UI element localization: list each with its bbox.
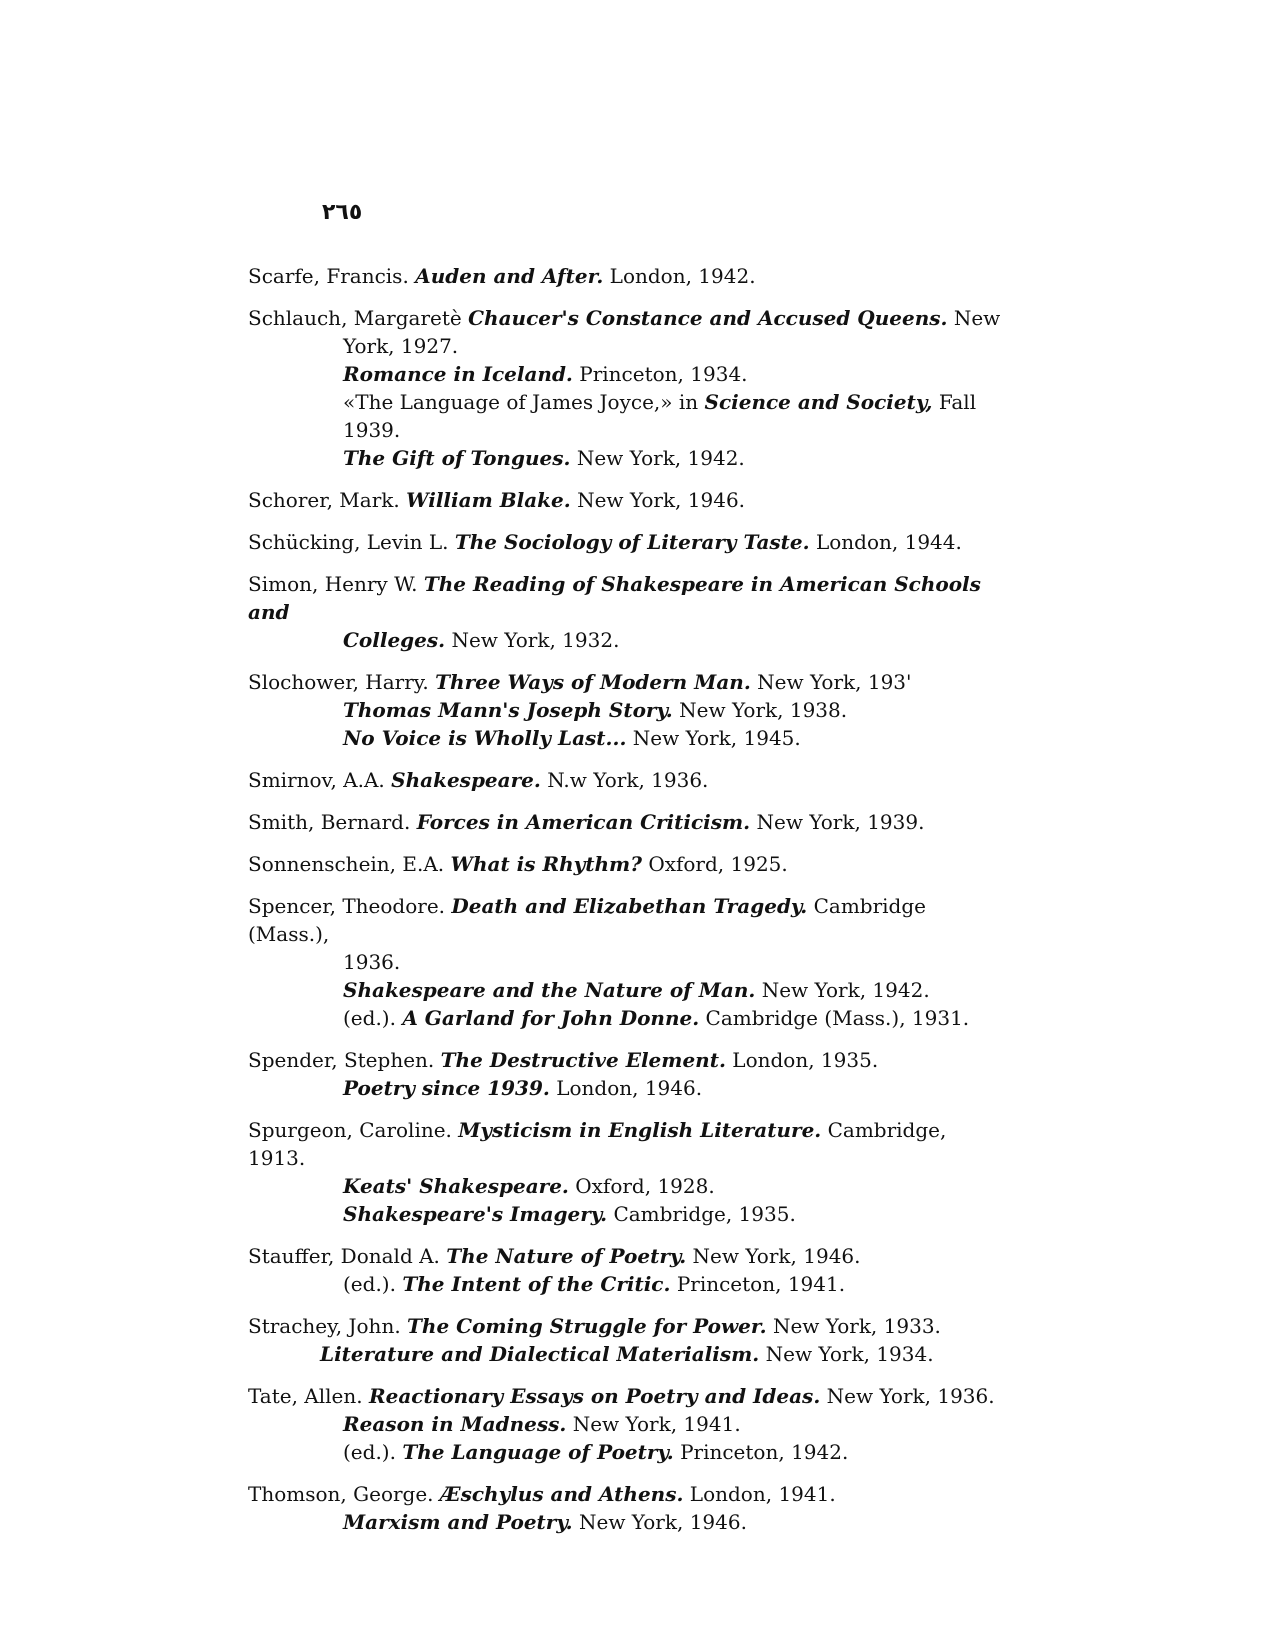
entry-line bbox=[248, 1200, 1008, 1228]
bibliography-entry bbox=[248, 808, 1008, 836]
entry-title: The Language of Poetry. bbox=[402, 1440, 674, 1464]
bibliography-list bbox=[248, 262, 1008, 1550]
entry-title: Æschylus and Athens. bbox=[439, 1482, 684, 1506]
entry-line bbox=[248, 1074, 1008, 1102]
entry-author: Schlauch, Margaretè bbox=[248, 306, 462, 330]
entry-title: Shakespeare. bbox=[391, 768, 541, 792]
entry-publication: Cambridge (Mass.), 1931. bbox=[705, 1006, 970, 1030]
entry-title: Chaucer's Constance and Accused Queens. bbox=[468, 306, 948, 330]
entry-author: Scarfe, Francis. bbox=[248, 264, 409, 288]
bibliography-entry bbox=[248, 892, 1008, 1032]
entry-author: Sonnenschein, E.A. bbox=[248, 852, 445, 876]
entry-publication: New York, 1942. bbox=[761, 978, 930, 1002]
entry-prefix: (ed.). bbox=[343, 1440, 396, 1464]
entry-title: Forces in American Criticism. bbox=[416, 810, 751, 834]
entry-line-continued bbox=[248, 332, 1008, 360]
entry-title: The Sociology of Literary Taste. bbox=[454, 530, 810, 554]
entry-publication: Oxford, 1928. bbox=[575, 1174, 715, 1198]
entry-publication-continued: New York, 1932. bbox=[451, 628, 620, 652]
entry-title: A Garland for John Donne. bbox=[402, 1006, 700, 1030]
entry-publication: London, 1944. bbox=[815, 530, 962, 554]
entry-author: Strachey, John. bbox=[248, 1314, 401, 1338]
entry-publication: Princeton, 1942. bbox=[680, 1440, 849, 1464]
entry-publication: New York, 1934. bbox=[765, 1342, 934, 1366]
entry-line bbox=[248, 1382, 1008, 1410]
entry-title: Mysticism in English Literature. bbox=[458, 1118, 822, 1142]
entry-line bbox=[248, 444, 1008, 472]
entry-line bbox=[248, 360, 1008, 388]
entry-line bbox=[248, 1242, 1008, 1270]
entry-publication: London, 1942. bbox=[609, 264, 756, 288]
entry-author: Spencer, Theodore. bbox=[248, 894, 446, 918]
entry-title: The Intent of the Critic. bbox=[402, 1272, 671, 1296]
entry-title: Thomas Mann's Joseph Story. bbox=[343, 698, 673, 722]
entry-author: Stauffer, Donald A. bbox=[248, 1244, 440, 1268]
entry-publication: New York, 1933. bbox=[772, 1314, 941, 1338]
entry-line bbox=[248, 808, 1008, 836]
entry-author: Schücking, Levin L. bbox=[248, 530, 449, 554]
entry-publication: New York, 1939. bbox=[756, 810, 925, 834]
bibliography-entry bbox=[248, 486, 1008, 514]
entry-author: Slochower, Harry. bbox=[248, 670, 429, 694]
entry-publication: New York, 1946. bbox=[692, 1244, 861, 1268]
entry-line bbox=[248, 668, 1008, 696]
entry-line bbox=[248, 1340, 1008, 1368]
entry-title: Romance in Iceland. bbox=[343, 362, 573, 386]
entry-title: Science and Society, bbox=[704, 390, 933, 414]
bibliography-entry bbox=[248, 570, 1008, 654]
entry-publication: New York, 1936. bbox=[826, 1384, 995, 1408]
entry-publication: Cambridge, 1935. bbox=[613, 1202, 796, 1226]
entry-author: Spurgeon, Caroline. bbox=[248, 1118, 452, 1142]
entry-title: Auden and After. bbox=[415, 264, 604, 288]
entry-publication: Princeton, 1941. bbox=[676, 1272, 846, 1296]
entry-publication: New York, 1941. bbox=[572, 1412, 741, 1436]
entry-line bbox=[248, 486, 1008, 514]
entry-publication: Fall bbox=[938, 390, 977, 414]
entry-prefix: (ed.). bbox=[343, 1006, 396, 1030]
entry-author: Schorer, Mark. bbox=[248, 488, 400, 512]
bibliography-entry bbox=[248, 304, 1008, 472]
entry-author: Smirnov, A.A. bbox=[248, 768, 385, 792]
page-number: ٢٦٥ bbox=[322, 200, 363, 225]
entry-publication: Cambridge, 1913. bbox=[248, 1118, 947, 1170]
entry-title: The Gift of Tongues. bbox=[343, 446, 571, 470]
entry-line bbox=[248, 1116, 1008, 1172]
bibliography-entry bbox=[248, 1242, 1008, 1298]
entry-line bbox=[248, 388, 1008, 416]
entry-title: Shakespeare's Imagery. bbox=[343, 1202, 608, 1226]
entry-publication-continued: 1939. bbox=[343, 418, 401, 442]
entry-line bbox=[248, 1438, 1008, 1466]
entry-line bbox=[248, 1312, 1008, 1340]
bibliography-entry bbox=[248, 850, 1008, 878]
entry-publication-continued: 1936. bbox=[343, 950, 401, 974]
entry-title: Reason in Madness. bbox=[343, 1412, 567, 1436]
entry-publication: Oxford, 1925. bbox=[648, 852, 788, 876]
bibliography-entry bbox=[248, 1046, 1008, 1102]
entry-line-continued bbox=[248, 948, 1008, 976]
bibliography-entry bbox=[248, 528, 1008, 556]
entry-title: The Destructive Element. bbox=[440, 1048, 726, 1072]
entry-publication: New York, 1946. bbox=[577, 488, 746, 512]
entry-title-continued: Colleges. bbox=[343, 628, 446, 652]
entry-publication: Princeton, 1934. bbox=[579, 362, 748, 386]
entry-line bbox=[248, 766, 1008, 794]
entry-title: Shakespeare and the Nature of Man. bbox=[343, 978, 756, 1002]
entry-publication: New York, 1938. bbox=[679, 698, 848, 722]
entry-author: Thomson, George. bbox=[248, 1482, 434, 1506]
entry-line bbox=[248, 1508, 1008, 1536]
bibliography-entry bbox=[248, 1312, 1008, 1368]
entry-author: Tate, Allen. bbox=[248, 1384, 363, 1408]
bibliography-entry bbox=[248, 668, 1008, 752]
entry-author: Spender, Stephen. bbox=[248, 1048, 435, 1072]
entry-title: No Voice is Wholly Last... bbox=[343, 726, 627, 750]
entry-prefix: (ed.). bbox=[343, 1272, 396, 1296]
entry-line bbox=[248, 892, 1008, 948]
entry-line bbox=[248, 304, 1008, 332]
entry-title: Death and Elizabethan Tragedy. bbox=[451, 894, 808, 918]
entry-title: Three Ways of Modern Man. bbox=[435, 670, 751, 694]
entry-line bbox=[248, 724, 1008, 752]
entry-title: Poetry since 1939. bbox=[343, 1076, 550, 1100]
entry-publication-continued: York, 1927. bbox=[343, 334, 459, 358]
entry-line bbox=[248, 1480, 1008, 1508]
bibliography-entry bbox=[248, 1116, 1008, 1228]
entry-publication: London, 1935. bbox=[732, 1048, 879, 1072]
bibliography-entry bbox=[248, 1382, 1008, 1466]
bibliography-entry bbox=[248, 1480, 1008, 1536]
entry-line bbox=[248, 696, 1008, 724]
entry-publication: London, 1941. bbox=[689, 1482, 836, 1506]
entry-publication: New York, 193' bbox=[757, 670, 912, 694]
entry-publication: New York, 1946. bbox=[578, 1510, 747, 1534]
bibliography-entry bbox=[248, 262, 1008, 290]
entry-line-continued bbox=[248, 416, 1008, 444]
entry-line-continued bbox=[248, 626, 1008, 654]
entry-publication: New York, 1942. bbox=[576, 446, 745, 470]
entry-line bbox=[248, 1046, 1008, 1074]
entry-line bbox=[248, 1410, 1008, 1438]
entry-title: The Reading of Shakespeare in American Schools and bbox=[248, 572, 981, 624]
entry-line bbox=[248, 262, 1008, 290]
entry-line bbox=[248, 570, 1008, 626]
entry-title: What is Rhythm? bbox=[450, 852, 642, 876]
entry-prefix: «The Language of James Joyce,» in bbox=[343, 390, 699, 414]
entry-publication: Cambridge (Mass.), bbox=[248, 894, 926, 946]
entry-title: Marxism and Poetry. bbox=[343, 1510, 573, 1534]
entry-title: Literature and Dialectical Materialism. bbox=[320, 1342, 760, 1366]
entry-author: Smith, Bernard. bbox=[248, 810, 411, 834]
entry-line bbox=[248, 850, 1008, 878]
entry-title: The Nature of Poetry. bbox=[446, 1244, 687, 1268]
entry-publication: London, 1946. bbox=[556, 1076, 703, 1100]
entry-line bbox=[248, 1270, 1008, 1298]
entry-publication: New York, 1945. bbox=[632, 726, 801, 750]
entry-title: William Blake. bbox=[406, 488, 571, 512]
bibliography-entry bbox=[248, 766, 1008, 794]
entry-line bbox=[248, 528, 1008, 556]
entry-title: Reactionary Essays on Poetry and Ideas. bbox=[368, 1384, 821, 1408]
entry-line bbox=[248, 1172, 1008, 1200]
entry-title: Keats' Shakespeare. bbox=[343, 1174, 569, 1198]
entry-author: Simon, Henry W. bbox=[248, 572, 418, 596]
entry-line bbox=[248, 976, 1008, 1004]
entry-publication: N.w York, 1936. bbox=[547, 768, 709, 792]
entry-title: The Coming Struggle for Power. bbox=[407, 1314, 767, 1338]
entry-line bbox=[248, 1004, 1008, 1032]
entry-publication: New bbox=[953, 306, 1001, 330]
